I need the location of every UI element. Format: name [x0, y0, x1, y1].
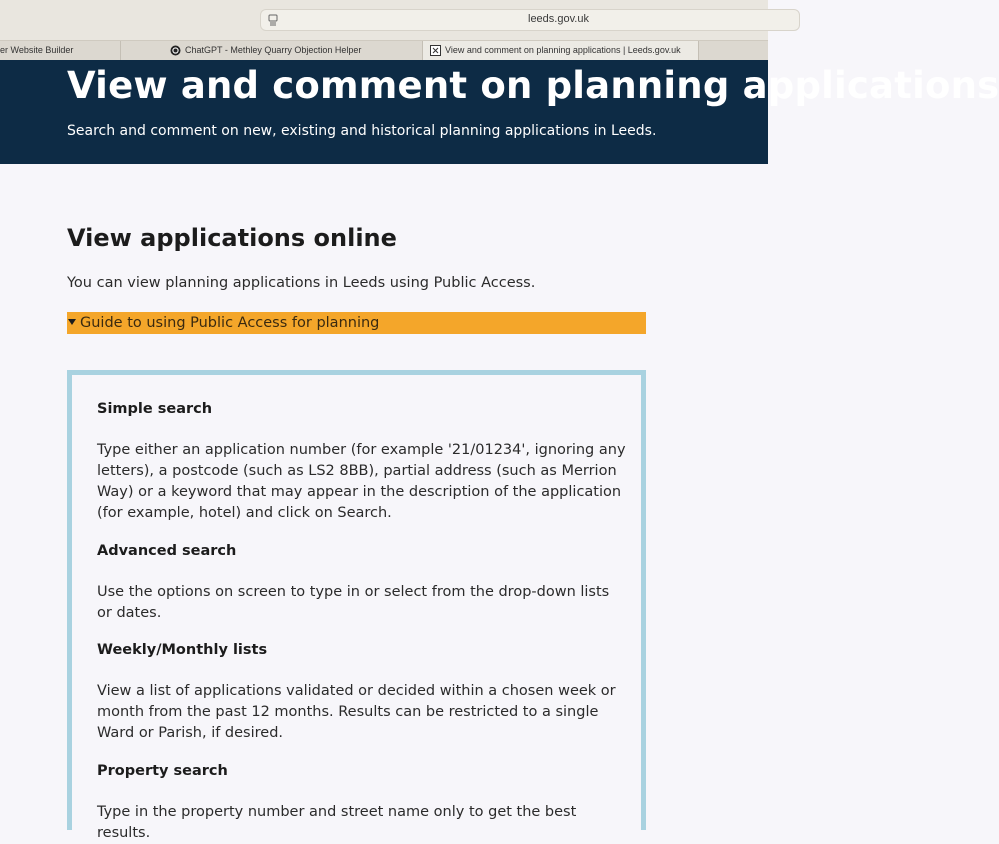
intro-text: You can view planning applications in Leeds using Public Access. [67, 275, 536, 291]
page-subtitle: Search and comment on new, existing and historical planning applications in Leeds. [67, 123, 657, 139]
guide-section-weekly-lists [97, 642, 627, 658]
section-text: View a list of applications validated or decided within a chosen week or month from the past 12 months. Results can be restricted to a single Ward or Parish, if desired. [97, 683, 616, 741]
page-hero-banner [0, 60, 999, 164]
section-heading: View applications online [67, 224, 397, 252]
guide-label: Guide to using Public Access for planning [80, 315, 380, 331]
tab-label: View and comment on planning applications | Leeds.gov.uk [445, 45, 681, 55]
tab-label: ChatGPT - Methley Quarry Objection Helper [185, 45, 362, 55]
section-title: Weekly/Monthly lists [97, 642, 268, 658]
section-text: Type either an application number (for example '21/01234', ignoring any letters), a postcode (such as LS2 8BB), partial address (such as Merrion Way) or a keyword that may appear in the description of the application (for example, hotel) and click on Search. [97, 442, 626, 521]
guide-section-simple-search-text [97, 440, 627, 524]
guide-section-advanced-search [97, 543, 627, 559]
section-text: Type in the property number and street name only to get the best results. [97, 804, 577, 841]
section-text: Use the options on screen to type in or select from the drop-down lists or dates. [97, 584, 610, 621]
search-guide-box [67, 370, 646, 841]
address-bar[interactable] [260, 9, 800, 31]
guide-section-advanced-search-text [97, 582, 627, 624]
tab-strip [0, 40, 768, 60]
tab-label: er Website Builder [0, 45, 74, 55]
caret-down-icon [68, 319, 76, 325]
guide-disclosure-toggle[interactable] [67, 312, 646, 334]
section-title: Property search [97, 763, 228, 779]
tab-website-builder[interactable] [0, 41, 121, 60]
tab-chatgpt[interactable] [121, 41, 423, 60]
page-title: View and comment on planning applications [67, 64, 999, 107]
section-title: Advanced search [97, 543, 237, 559]
guide-section-weekly-lists-text [97, 681, 627, 744]
guide-section-property-search-text [97, 802, 627, 844]
reader-mode-icon[interactable] [267, 14, 279, 26]
browser-toolbar [0, 0, 768, 40]
chatgpt-icon [170, 45, 181, 56]
leeds-favicon-icon [430, 45, 441, 56]
tab-leeds-planning[interactable] [423, 41, 699, 60]
guide-section-property-search [97, 763, 627, 779]
url-text: leeds.gov.uk [528, 13, 589, 25]
guide-section-simple-search [97, 401, 627, 417]
section-title: Simple search [97, 401, 213, 417]
